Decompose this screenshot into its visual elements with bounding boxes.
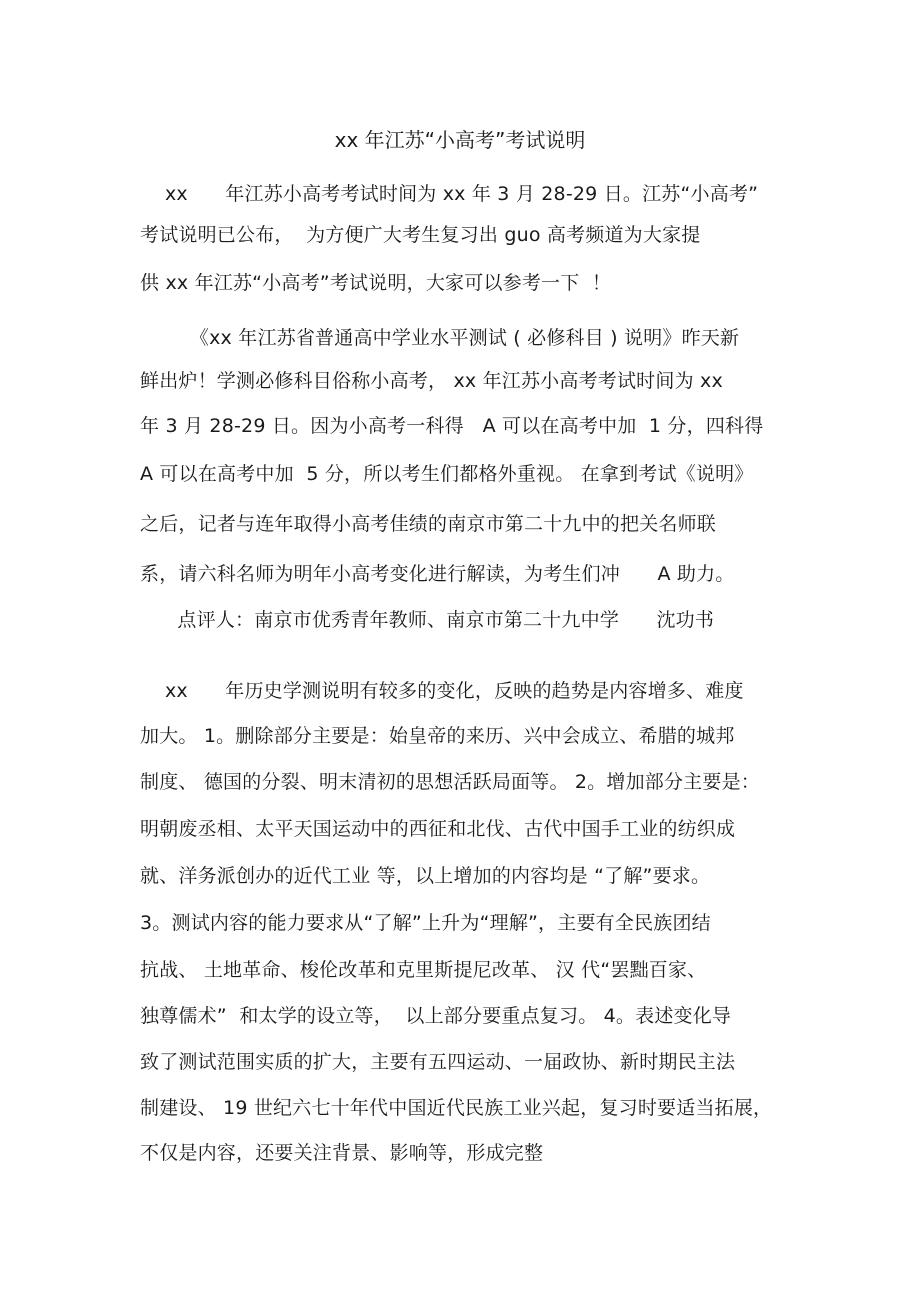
paragraph-line: xx 年历史学测说明有较多的变化，反映的趋势是内容增多、难度 <box>140 680 744 702</box>
paragraph-line: 制建设、 19 世纪六七十年代中国近代民族工业兴起，复习时要适当拓展， <box>140 1097 773 1119</box>
paragraph-line: 鲜出炉！学测必修科目俗称小高考， xx 年江苏小高考考试时间为 xx <box>140 370 723 392</box>
paragraph-line: xx 年江苏小高考考试时间为 xx 年 3 月 28-29 日。江苏“小高考” <box>140 183 759 205</box>
document-title: xx 年江苏“小高考”考试说明 <box>334 128 586 152</box>
paragraph-line: 抗战、 土地革命、梭伦改革和克里斯提尼改革、 汉 代“罢黜百家、 <box>140 959 707 981</box>
paragraph-line: A 可以在高考中加 5 分，所以考生们都格外重视。 在拿到考试《说明》 <box>140 463 754 485</box>
paragraph-line: 之后，记者与连年取得小高考佳绩的南京市第二十九中的把关名师联 <box>140 513 717 535</box>
paragraph-line: 加大。 1。删除部分主要是：始皇帝的来历、兴中会成立、希腊的城邦 <box>140 725 735 747</box>
paragraph-line: 系，请六科名师为明年小高考变化进行解读，为考生们冲 A 助力。 <box>140 563 735 585</box>
paragraph-line: 供 xx 年江苏“小高考”考试说明，大家可以参考一下 ！ <box>140 272 612 294</box>
reviewer-line: 点评人：南京市优秀青年教师、南京市第二十九中学 沈功书 <box>140 609 715 631</box>
paragraph-line: 就、洋务派创办的近代工业 等，以上增加的内容均是 “了解”要求。 <box>140 865 711 887</box>
paragraph-line: 考试说明已公布， 为方便广大考生复习出 guo 高考频道为大家提 <box>140 224 701 246</box>
paragraph-line: 《xx 年江苏省普通高中学业水平测试 ( 必修科目 ) 说明》昨天新 <box>140 327 740 349</box>
paragraph-line: 年 3 月 28-29 日。因为小高考一科得 A 可以在高考中加 1 分，四科得 <box>140 415 764 437</box>
paragraph-line: 3。测试内容的能力要求从“了解”上升为“理解”，主要有全民族团结 <box>140 912 711 934</box>
paragraph-line: 致了测试范围实质的扩大，主要有五四运动、一届政协、新时期民主法 <box>140 1051 736 1073</box>
paragraph-line: 明朝废丞相、太平天国运动中的西征和北伐、古代中国手工业的纺织成 <box>140 818 736 840</box>
paragraph-line: 独尊儒术” 和太学的设立等， 以上部分要重点复习。 4。表述变化导 <box>140 1005 732 1027</box>
paragraph-line: 不仅是内容，还要关注背景、影响等，形成完整 <box>140 1142 544 1164</box>
paragraph-line: 制度、 德国的分裂、明末清初的思想活跃局面等。 2。增加部分主要是： <box>140 771 760 793</box>
